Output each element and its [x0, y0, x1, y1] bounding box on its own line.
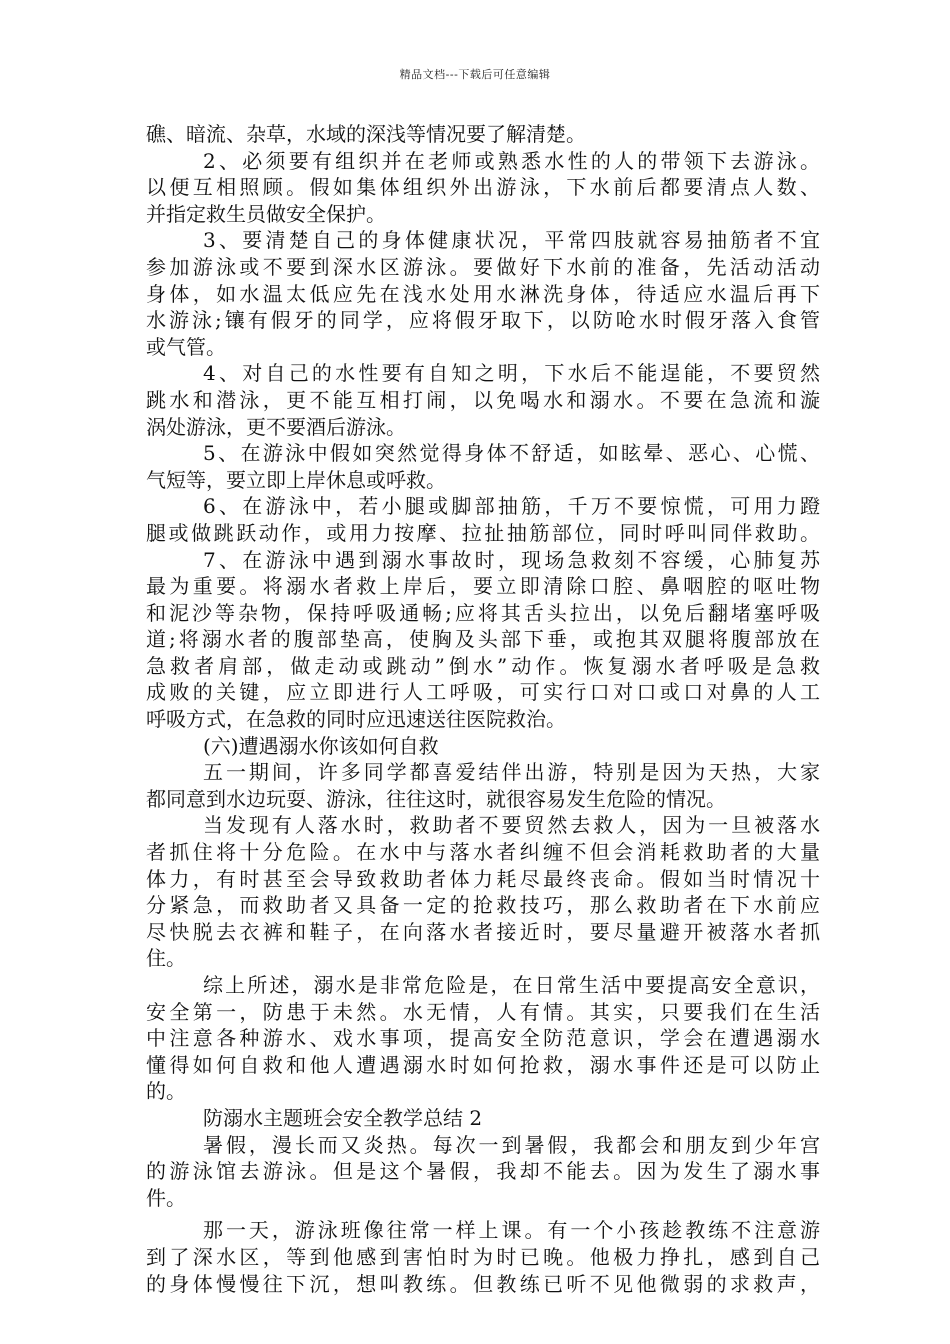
text-line: 礁、暗流、杂草，水域的深浅等情况要了解清楚。	[146, 122, 586, 146]
text-line: 分紧急，而救助者又具备一定的抢救技巧，那么救助者在下水前应	[146, 893, 820, 918]
text-line: 和泥沙等杂物，保持呼吸通畅;应将其舌头拉出，以免后翻堵塞呼吸	[146, 600, 820, 625]
text-line: 并指定救生员做安全保护。	[146, 201, 386, 226]
text-line: 体力，有时甚至会导致救助者体力耗尽最终丧命。假如当时情况十	[146, 866, 820, 891]
text-line: 2、必须要有组织并在老师或熟悉水性的人的带领下去游泳。	[203, 148, 820, 173]
text-line: 的游泳馆去游泳。但是这个暑假，我却不能去。因为发生了溺水事	[146, 1159, 820, 1184]
text-line: 涡处游泳，更不要酒后游泳。	[146, 414, 406, 439]
text-line: 以便互相照顾。假如集体组织外出游泳，下水前后都要清点人数、	[146, 175, 820, 200]
text-line: 件。	[146, 1185, 186, 1210]
page-header: 精品文档---下载后可任意编辑	[399, 68, 551, 81]
text-line: 或气管。	[146, 334, 226, 359]
text-line: 4、对自己的水性要有自知之明，下水后不能逞能，不要贸然	[203, 361, 820, 386]
document-body	[146, 121, 820, 1297]
text-line: 跳水和潜泳，更不能互相打闹，以免喝水和溺水。不要在急流和漩	[146, 387, 820, 412]
text-line: 中注意各种游水、戏水事项，提高安全防范意识，学会在遭遇溺水	[146, 1026, 820, 1051]
text-line: 到了深水区，等到他感到害怕时为时已晚。他极力挣扎，感到自己	[146, 1244, 820, 1269]
text-line: 尽快脱去衣裤和鞋子，在向落水者接近时，要尽量避开被落水者抓	[146, 919, 820, 944]
text-line: 防溺水主题班会安全教学总结 2	[203, 1105, 483, 1130]
text-line: 的。	[146, 1079, 186, 1104]
text-line: 急救者肩部，做走动或跳动”倒水”动作。恢复溺水者呼吸是急救	[146, 653, 820, 678]
text-line: 6、在游泳中，若小腿或脚部抽筋，千万不要惊慌，可用力蹬	[203, 494, 820, 519]
text-line: (六)遭遇溺水你该如何自救	[203, 733, 439, 758]
text-line: 那一天，游泳班像往常一样上课。有一个小孩趁教练不注意游	[203, 1218, 820, 1243]
text-line: 5、在游泳中假如突然觉得身体不舒适，如眩晕、恶心、心慌、	[203, 441, 820, 466]
text-line: 暑假，漫长而又炎热。每次一到暑假，我都会和朋友到少年宫	[203, 1132, 820, 1157]
text-line: 3、要清楚自己的身体健康状况，平常四肢就容易抽筋者不宜	[203, 228, 820, 253]
text-line: 腿或做跳跃动作，或用力按摩、拉扯抽筋部位，同时呼叫同伴救助。	[146, 520, 820, 545]
text-line: 者抓住将十分危险。在水中与落水者纠缠不但会消耗救助者的大量	[146, 840, 820, 865]
text-line: 住。	[146, 946, 186, 971]
text-line: 当发现有人落水时，救助者不要贸然去救人，因为一旦被落水	[203, 813, 820, 838]
text-line: 最为重要。将溺水者救上岸后，要立即清除口腔、鼻咽腔的呕吐物	[146, 574, 820, 599]
text-line: 安全第一，防患于未然。水无情，人有情。其实，只要我们在生活	[146, 999, 820, 1024]
text-line: 水游泳;镶有假牙的同学，应将假牙取下，以防呛水时假牙落入食管	[146, 308, 820, 333]
text-line: 呼吸方式，在急救的同时应迅速送往医院救治。	[146, 707, 566, 732]
text-line: 都同意到水边玩耍、游泳，往往这时，就很容易发生危险的情况。	[146, 786, 726, 811]
text-line: 的身体慢慢往下沉，想叫教练。但教练已听不见他微弱的求救声，	[146, 1271, 820, 1296]
text-line: 懂得如何自救和他人遭遇溺水时如何抢救，溺水事件还是可以防止	[146, 1052, 820, 1077]
text-line: 参加游泳或不要到深水区游泳。要做好下水前的准备，先活动活动	[146, 254, 820, 279]
text-line: 身体，如水温太低应先在浅水处用水淋洗身体，待适应水温后再下	[146, 281, 820, 306]
text-line: 综上所述，溺水是非常危险是，在日常生活中要提高安全意识，	[203, 973, 820, 997]
text-line: 道;将溺水者的腹部垫高，使胸及头部下垂，或抱其双腿将腹部放在	[146, 627, 820, 652]
text-line: 气短等，要立即上岸休息或呼救。	[146, 467, 446, 492]
text-line: 五一期间，许多同学都喜爱结伴出游，特别是因为天热，大家	[203, 760, 820, 785]
text-line: 成败的关键，应立即进行人工呼吸，可实行口对口或口对鼻的人工	[146, 680, 820, 705]
text-line: 7、在游泳中遇到溺水事故时，现场急救刻不容缓，心肺复苏	[203, 547, 820, 572]
